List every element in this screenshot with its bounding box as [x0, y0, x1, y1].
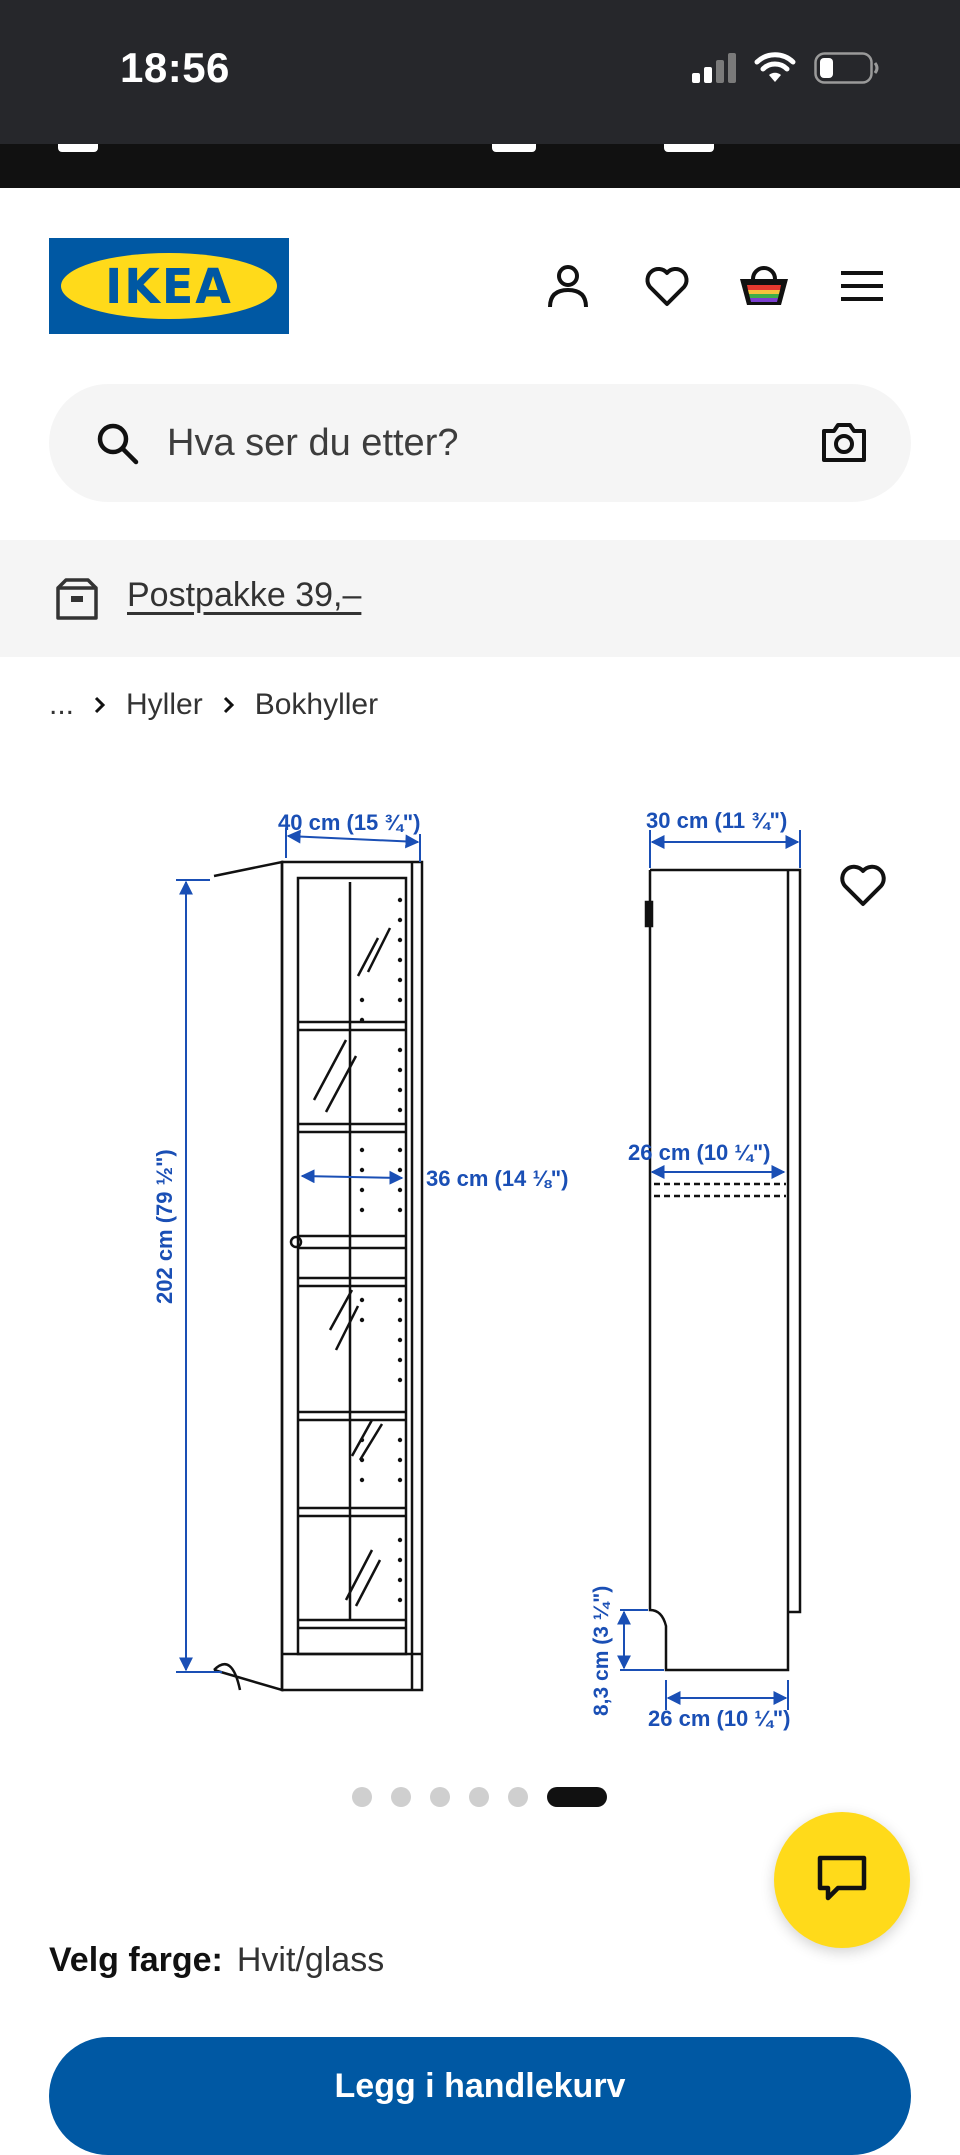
toolbar-mark-left [58, 144, 98, 152]
breadcrumb-ellipsis[interactable]: ... [49, 688, 75, 721]
heart-icon[interactable] [641, 260, 693, 312]
carousel-dot[interactable] [508, 1787, 528, 1807]
search-icon[interactable] [95, 421, 139, 470]
menu-icon[interactable] [836, 260, 888, 312]
toolbar-mark-center [492, 144, 536, 152]
carousel-dot[interactable] [391, 1787, 411, 1807]
delivery-link[interactable]: Postpakke 39,– [127, 576, 362, 614]
breadcrumb-item-bokhyller[interactable]: Bokhyller [254, 688, 379, 721]
side-dimension-lines [620, 830, 800, 1710]
status-icons [692, 52, 880, 89]
product-image[interactable] [0, 780, 960, 1750]
logo-text: IKEA [105, 257, 233, 315]
favorite-heart-icon[interactable] [838, 862, 888, 912]
search-bar [49, 384, 911, 502]
breadcrumb [49, 688, 378, 722]
toolbar-mark-right [664, 144, 714, 152]
dimension-width-label: 40 cm (15 ¾") [278, 810, 421, 835]
add-to-cart-button[interactable]: Legg i handlekurv [49, 2037, 911, 2155]
logo-oval [61, 253, 277, 319]
battery-icon [814, 52, 880, 89]
carousel-dots [352, 1787, 607, 1807]
dimension-inner-width-label: 36 cm (14 ⅛") [426, 1166, 569, 1191]
shelf-holes [360, 898, 402, 1602]
search-input[interactable] [167, 384, 807, 502]
chat-bubble-icon [816, 1854, 868, 1907]
dimension-inner-depth-label: 26 cm (10 ¼") [628, 1140, 771, 1165]
dimension-base-depth-label: 26 cm (10 ¼") [648, 1706, 791, 1731]
dimension-height-label: 202 cm (79 ½") [152, 1149, 177, 1304]
chevron-right-icon [223, 696, 235, 714]
browser-toolbar-strip [0, 144, 960, 188]
dimension-base-height-label: 8,3 cm (3 ¼") [590, 1585, 613, 1716]
camera-icon[interactable] [821, 421, 867, 468]
side-view-drawing [646, 870, 800, 1670]
package-icon [54, 576, 100, 627]
cart-icon[interactable] [738, 260, 790, 312]
front-view-drawing [214, 862, 422, 1690]
chat-button[interactable] [774, 1812, 910, 1948]
delivery-banner [0, 540, 960, 657]
carousel-dot[interactable] [469, 1787, 489, 1807]
profile-icon[interactable] [542, 260, 594, 312]
chevron-right-icon [94, 696, 106, 714]
status-bar [0, 0, 960, 144]
carousel-dot[interactable] [352, 1787, 372, 1807]
color-selection[interactable] [49, 1941, 384, 1980]
color-value: Hvit/glass [236, 1941, 385, 1979]
signal-icon [692, 53, 736, 88]
breadcrumb-item-hyller[interactable]: Hyller [126, 688, 203, 721]
status-time: 18:56 [120, 44, 230, 91]
wifi-icon [754, 52, 796, 89]
ikea-logo[interactable] [49, 238, 289, 334]
dimension-depth-label: 30 cm (11 ¾") [646, 808, 788, 833]
site-header [0, 188, 960, 366]
color-label: Velg farge: [49, 1941, 223, 1979]
carousel-dot-active[interactable] [547, 1787, 607, 1807]
carousel-dot[interactable] [430, 1787, 450, 1807]
